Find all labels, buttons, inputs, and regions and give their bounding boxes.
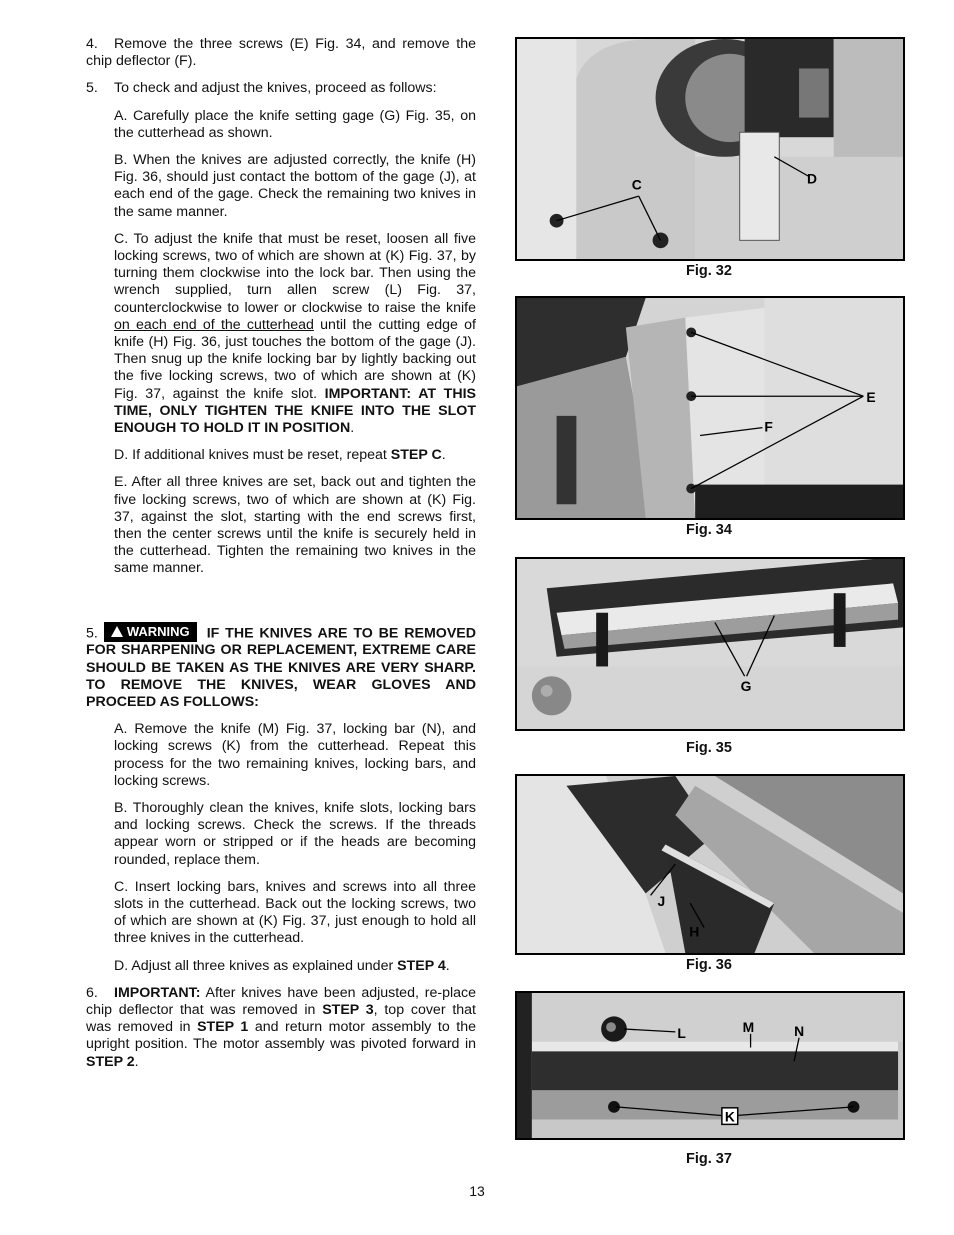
step-number: 6.: [86, 984, 98, 1001]
warning-block: [86, 622, 476, 712]
step-number: 5.: [86, 80, 98, 97]
underlined-text: on each end of the cutterhead: [114, 316, 314, 333]
fig37-label-k: K: [724, 1109, 735, 1125]
step-number: 4.: [86, 36, 98, 52]
remove-substep-d-text: D. Adjust all three knives as explained under: [114, 957, 398, 974]
substep-b: B. When the knives are adjusted correctly, the knife (H) Fig. 36, should just contact the bottom of the gage (J), at each end of the gage. Check the remaining two knives in the same manner.: [114, 152, 476, 220]
period: .: [134, 1053, 139, 1070]
step-number: 5.: [86, 625, 98, 642]
warning-badge: [104, 622, 197, 642]
warning-text: IF THE KNIVES ARE TO BE REMOVED FOR SHARPENING OR REPLACEMENT, EXTREME CARE SHOULD BE TAKEN AS THE KNIVES ARE VERY SHARP. TO REMOVE THE KNIVES, WEAR GLOVES AND PROCEED AS FOLLOWS:: [86, 625, 476, 710]
figure-caption: Fig. 32: [686, 263, 732, 279]
substep-c: [114, 231, 476, 437]
substep-c-text-2: until the cutting edge of knife (H) Fig. 36, just touches the bottom of the gage (J). Then snug up the knife locking bar by lightly backing out the five locking screws, two of which are shown at (K) Fig. 37, against the knife slot.: [114, 316, 476, 402]
figure-34-photo: [515, 296, 905, 520]
remove-substep-a: A. Remove the knife (M) Fig. 37, locking bar (N), and locking screws (K) from the cutterhead. Repeat this process for the two remaining knives, locking bars, and locking screws.: [114, 721, 476, 789]
important-note: IMPORTANT: AT THIS TIME, ONLY TIGHTEN THE KNIFE INTO THE SLOT ENOUGH TO HOLD IT IN POSITION: [114, 385, 476, 437]
page-number: 13: [469, 1183, 485, 1199]
figure-caption: Fig. 37: [686, 1151, 732, 1167]
step-ref: STEP 4: [397, 957, 446, 974]
fig37-label-m: M: [742, 1020, 755, 1035]
fig34-label-f: F: [764, 419, 773, 435]
period: .: [441, 447, 446, 464]
fig37-label-l: L: [677, 1025, 686, 1041]
figure-caption: Fig. 36: [686, 957, 732, 973]
substep-a: A. Carefully place the knife setting gage (G) Fig. 35, on the cutterhead as shown.: [114, 107, 476, 141]
figure-37-photo: [515, 991, 905, 1140]
fig37-label-n: N: [794, 1023, 805, 1039]
step-ref: STEP 3: [322, 1002, 374, 1019]
figure-caption: Fig. 35: [686, 740, 732, 756]
step-ref: STEP C: [390, 447, 442, 464]
left-column: [86, 36, 476, 1081]
step-5: [86, 80, 476, 97]
substep-d: [114, 447, 476, 464]
period: .: [445, 957, 450, 974]
step-text: To check and adjust the knives, proceed as follows:: [114, 80, 437, 97]
substep-c-text: C. To adjust the knife that must be reset, loosen all five locking screws, two of which are shown at (K) Fig. 37, by turning them clockwise into the lock bar. Then using the wrench supplied, turn allen screw (L) Fig. 37, counterclockwise to lower or clockwise to raise the knife: [114, 230, 476, 316]
substep-e: E. After all three knives are set, back out and tighten the five locking screws, two of which are shown at (K) Fig. 37, against the slot, starting with the end screws first, then the center screws until the knife is securely held in the cutterhead. Tighten the remaining two knives in the same manner.: [114, 474, 476, 577]
fig36-label-j: J: [657, 894, 666, 910]
step-ref: STEP 1: [197, 1019, 249, 1036]
step-6: [86, 985, 476, 1071]
step-4: [86, 36, 476, 70]
remove-substep-d: [114, 958, 476, 975]
remove-substep-c: C. Insert locking bars, knives and screws into all three slots in the cutterhead. Back out the locking screws, two of which are shown at (K) Fig. 37, just enough to hold all three knives in the cutterhead.: [114, 878, 476, 947]
fig36-label-h: H: [689, 924, 700, 940]
step-6-text: and return motor assembly to the upright position. The motor assembly was pivoted forward in: [86, 1019, 476, 1053]
figure-caption: Fig. 34: [686, 522, 732, 538]
step-6-text: After knives have been adjusted, re-place chip deflector that was removed in: [86, 984, 476, 1019]
substep-d-text: D. If additional knives must be reset, repeat: [114, 447, 391, 464]
step-text: Remove the three screws (E) Fig. 34, and remove the chip deflector (F).: [86, 36, 476, 70]
fig32-label-d: D: [806, 171, 818, 187]
important-label: IMPORTANT:: [114, 984, 201, 1001]
fig34-label-e: E: [866, 390, 876, 406]
figure-32-photo: [515, 37, 905, 261]
step-6-text: , top cover that was removed in: [86, 1002, 476, 1036]
fig32-label-c: C: [631, 177, 642, 193]
figure-36-photo: [515, 774, 905, 955]
warning-badge-label: WARNING: [126, 623, 190, 639]
period: .: [350, 420, 355, 437]
remove-substep-b: B. Thoroughly clean the knives, knife slots, locking bars and locking screws. Check the screws. If the threads appear worn or stripped or if the heads are becoming rounded, replace them.: [114, 800, 476, 868]
warning-triangle-icon: [111, 626, 123, 637]
step-ref: STEP 2: [86, 1053, 135, 1070]
fig35-label-g: G: [740, 678, 752, 694]
figure-35-photo: [515, 557, 905, 731]
